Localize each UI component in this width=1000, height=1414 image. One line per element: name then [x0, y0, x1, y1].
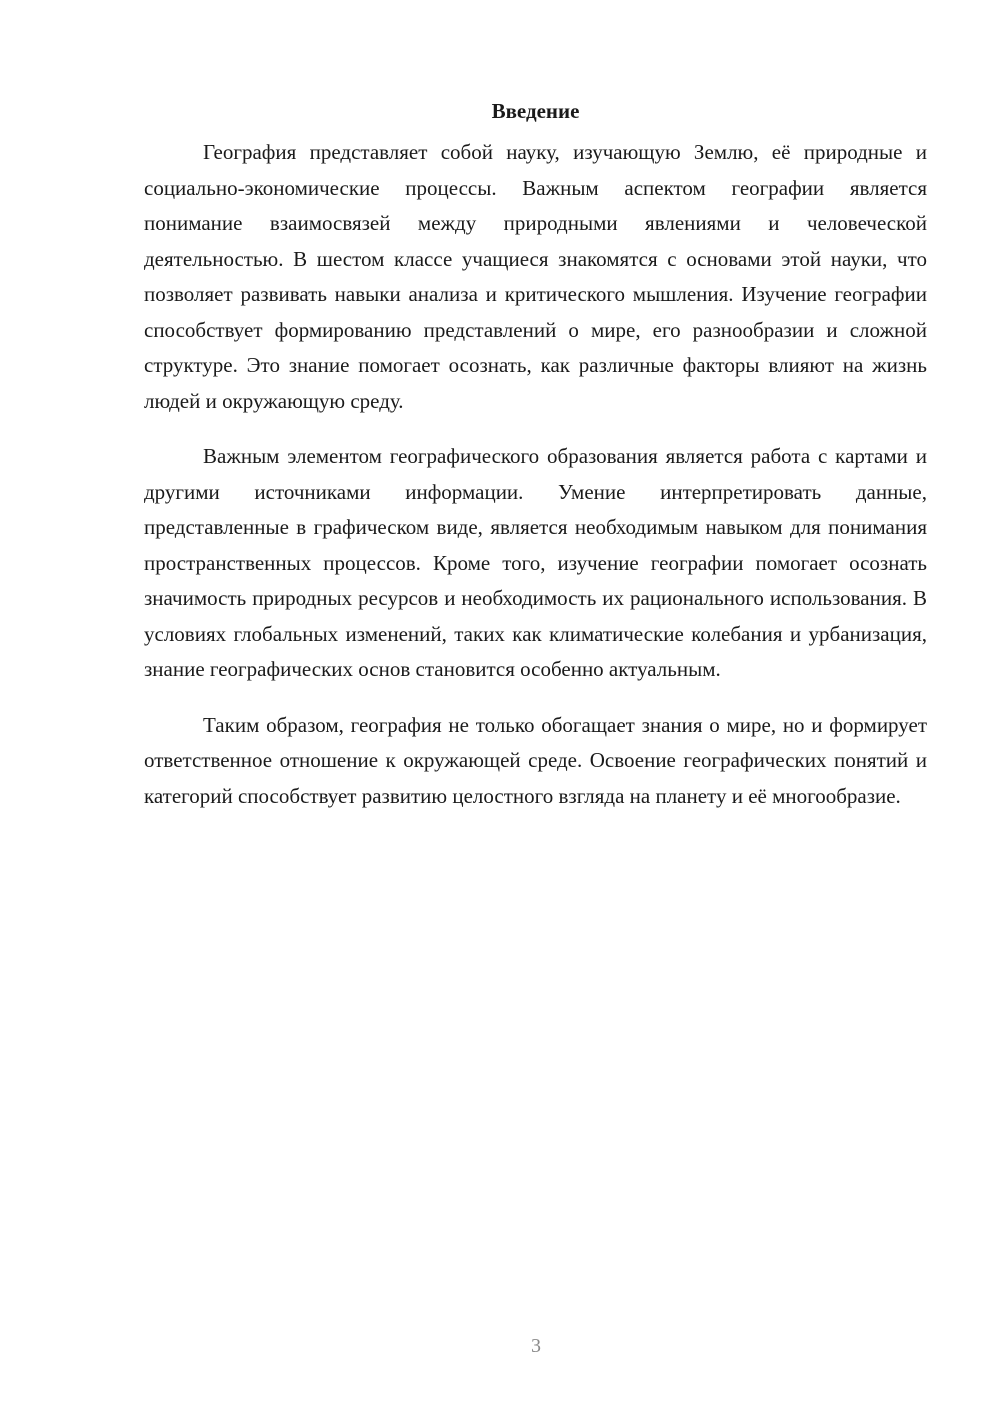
paragraph-1: География представляет собой науку, изучающую Землю, её природные и социально-экономические процессы. Важным аспектом географии является понимание взаимосвязей между природными явлениями и человеческой деятельностью. В шестом классе учащиеся знакомятся с основами этой науки, что позволяет развивать навыки анализа и критического мышления. Изучение географии способствует формированию представлений о мире, его разнообразии и сложной структуре. Это знание помогает осознать, как различные факторы влияют на жизнь людей и окружающую среду.	[144, 140, 927, 413]
section-title: Введение	[491, 99, 580, 123]
page-number: 3	[531, 1335, 541, 1357]
page-content	[144, 96, 927, 834]
paragraph-2: Важным элементом географического образования является работа с картами и другими источниками информации. Умение интерпретировать данные, представленные в графическом виде, является необходимым навыком для понимания пространственных процессов. Кроме того, изучение географии помогает осознать значимость природных ресурсов и необходимость их рационального использования. В условиях глобальных изменений, таких как климатические колебания и урбанизация, знание географических основ становится особенно актуальным.	[144, 444, 927, 681]
paragraph-3: Таким образом, география не только обогащает знания о мире, но и формирует ответственное отношение к окружающей среде. Освоение географических понятий и категорий способствует развитию целостного взгляда на планету и её многообразие.	[144, 712, 927, 808]
